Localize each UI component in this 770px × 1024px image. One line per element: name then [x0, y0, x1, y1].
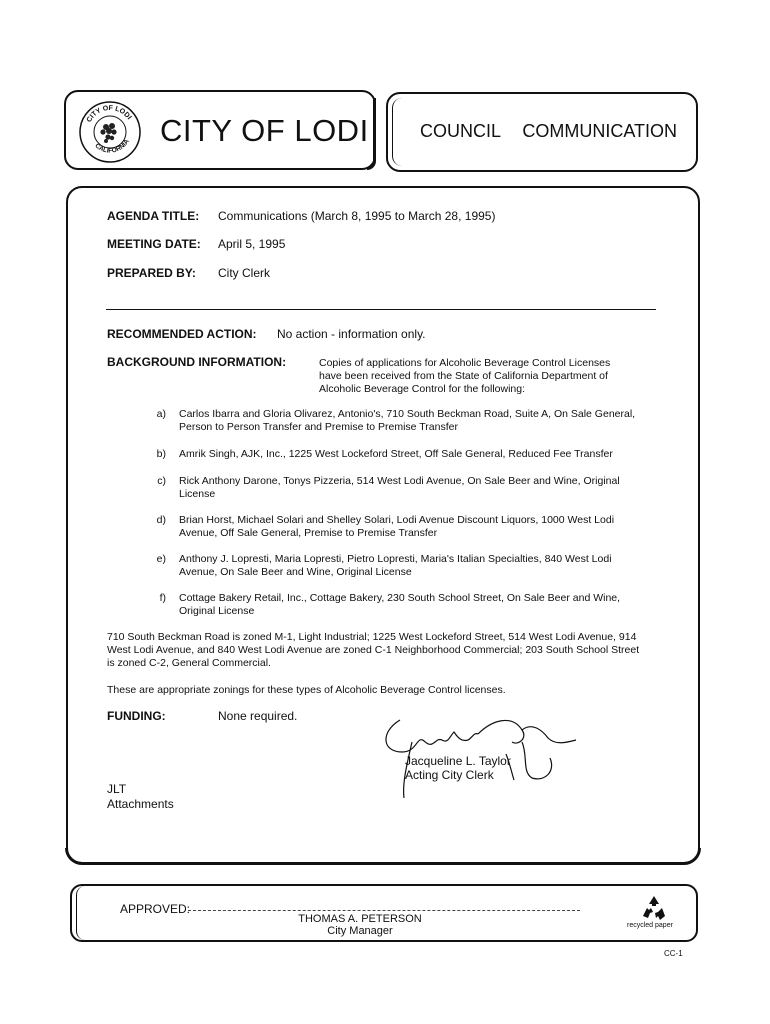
item-line: Person to Person Transfer and Premise to Premise Transfer [179, 421, 458, 433]
background-info-label: BACKGROUND INFORMATION: [107, 355, 287, 369]
list-item [179, 448, 659, 461]
meeting-date-value: April 5, 1995 [218, 237, 286, 251]
attachments-label: Attachments [107, 797, 174, 811]
prepared-by-value: City Clerk [218, 266, 271, 280]
signatory-block [405, 754, 511, 782]
divider-line [106, 309, 656, 310]
item-line: Cottage Bakery Retail, Inc., Cottage Bakery, 230 South School Street, On Sale Beer and Wine, [179, 592, 621, 604]
item-letter: b) [156, 448, 166, 460]
item-letter: d) [156, 514, 166, 526]
recommended-action-value: No action - information only. [277, 327, 426, 341]
agenda-title-value: Communications (March 8, 1995 to March 28, 1995) [218, 209, 496, 223]
approval-signature-line [188, 910, 580, 911]
city-name: CITY OF LODI [160, 113, 369, 148]
funding-value: None required. [218, 709, 298, 723]
list-item [179, 592, 659, 618]
item-line: Avenue, Off Sale General, Premise to Premise Transfer [179, 527, 438, 539]
city-seal-icon [78, 100, 142, 164]
item-line: Avenue, On Sale Beer and Wine, Original License [179, 566, 412, 578]
initials-block [107, 782, 174, 812]
appropriate-zoning-note: These are appropriate zonings for these types of Alcoholic Beverage Control licenses. [107, 684, 506, 696]
background-line: Copies of applications for Alcoholic Beverage Control Licenses [319, 357, 611, 369]
recycled-paper-note: recycled paper [627, 922, 673, 929]
agenda-title-label: AGENDA TITLE: [107, 209, 200, 223]
seal-top-text: CITY OF LODI [85, 104, 133, 124]
item-line: Brian Horst, Michael Solari and Shelley Solari, Lodi Avenue Discount Liquors, 1000 West Lodi [179, 514, 615, 526]
zoning-paragraph [107, 631, 677, 670]
item-line: Rick Anthony Darone, Tonys Pizzeria, 514 West Lodi Avenue, On Sale Beer and Wine, Original [179, 475, 620, 487]
zoning-line: West Lodi Avenue, and 840 West Lodi Avenue are zoned C-1 Neighborhood Commercial; 203 South School Street [107, 644, 640, 656]
item-line: License [179, 488, 216, 500]
item-letter: e) [156, 553, 166, 565]
background-line: Alcoholic Beverage Control for the following: [319, 383, 526, 395]
approver-name: THOMAS A. PETERSON [298, 913, 422, 925]
initials: JLT [107, 782, 127, 796]
item-letter: c) [157, 475, 166, 487]
list-item [179, 408, 659, 434]
zoning-line: 710 South Beckman Road is zoned M-1, Light Industrial; 1225 West Lockeford Street, 514 West Lodi Avenue, 914 [107, 631, 637, 643]
list-item [179, 553, 659, 579]
seal-bottom-text: CALIFORNIA [93, 138, 131, 155]
background-line: have been received from the State of California Department of [319, 370, 608, 382]
zoning-line: is zoned C-2, General Commercial. [107, 657, 271, 669]
item-line: Carlos Ibarra and Gloria Olivarez, Antonio's, 710 South Beckman Road, Suite A, On Sale General, [179, 408, 636, 420]
list-item [179, 475, 659, 501]
signatory-title: Acting City Clerk [405, 768, 494, 782]
recommended-action-label: RECOMMENDED ACTION: [107, 327, 257, 341]
item-letter: a) [156, 408, 166, 420]
meeting-date-label: MEETING DATE: [107, 237, 201, 251]
funding-label: FUNDING: [107, 709, 166, 723]
signatory-name: Jacqueline L. Taylor [405, 754, 511, 768]
recycle-icon [640, 894, 668, 922]
prepared-by-label: PREPARED BY: [107, 266, 196, 280]
approved-label: APPROVED: [120, 902, 191, 916]
form-code: CC-1 [664, 949, 683, 958]
item-line: Original License [179, 605, 255, 617]
list-item [179, 514, 659, 540]
document-type-title: COUNCIL COMMUNICATION [420, 121, 677, 141]
approver-block [260, 913, 460, 937]
item-letter: f) [159, 592, 166, 604]
item-line: Anthony J. Lopresti, Maria Lopresti, Pietro Lopresti, Maria's Italian Specialties, 840 West Lodi [179, 553, 612, 565]
background-info-text [319, 357, 649, 396]
approver-title: City Manager [327, 925, 393, 937]
item-line: Amrik Singh, AJK, Inc., 1225 West Lockeford Street, Off Sale General, Reduced Fee Transfer [179, 448, 613, 460]
